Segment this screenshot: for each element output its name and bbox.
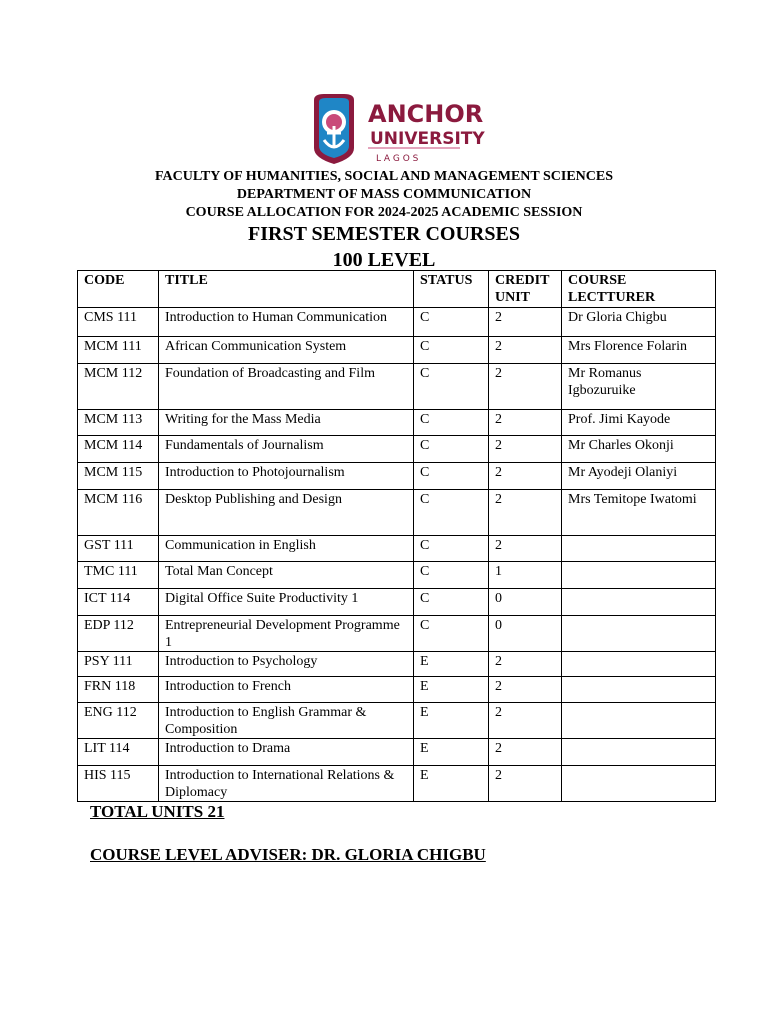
cell-status: C: [414, 410, 489, 436]
allocation-heading: COURSE ALLOCATION FOR 2024-2025 ACADEMIC SESSION: [185, 205, 583, 220]
cell-credit: 2: [489, 703, 562, 739]
table-header-row: [78, 271, 716, 308]
cell-lecturer: [562, 652, 716, 677]
cell-code: EDP 112: [78, 616, 159, 652]
cell-title: Desktop Publishing and Design: [159, 490, 414, 536]
cell-status: C: [414, 536, 489, 562]
cell-title: Introduction to Psychology: [159, 652, 414, 677]
cell-code: ENG 112: [78, 703, 159, 739]
cell-lecturer: [562, 703, 716, 739]
faculty-heading: FACULTY OF HUMANITIES, SOCIAL AND MANAGEMENT SCIENCES: [154, 169, 614, 184]
cell-credit: 2: [489, 337, 562, 364]
cell-credit: 2: [489, 308, 562, 337]
table-row: [78, 589, 716, 616]
cell-status: C: [414, 308, 489, 337]
cell-title: Writing for the Mass Media: [159, 410, 414, 436]
cell-status: C: [414, 490, 489, 536]
cell-code: LIT 114: [78, 739, 159, 766]
table-row: [78, 652, 716, 677]
col-header-lecturer: COURSE LECTTURER: [562, 271, 716, 308]
cell-title: Entrepreneurial Development Programme 1: [159, 616, 414, 652]
table-row: [78, 616, 716, 652]
cell-lecturer: [562, 677, 716, 703]
cell-title: Introduction to Drama: [159, 739, 414, 766]
cell-credit: 1: [489, 562, 562, 589]
total-units: TOTAL UNITS 21: [90, 802, 225, 821]
table-row: [78, 463, 716, 490]
cell-credit: 0: [489, 589, 562, 616]
cell-status: C: [414, 364, 489, 410]
cell-code: PSY 111: [78, 652, 159, 677]
table-row: [78, 337, 716, 364]
cell-credit: 2: [489, 739, 562, 766]
table-row: [78, 677, 716, 703]
col-header-status: STATUS: [414, 271, 489, 308]
cell-credit: 2: [489, 463, 562, 490]
cell-title: Digital Office Suite Productivity 1: [159, 589, 414, 616]
cell-status: C: [414, 463, 489, 490]
cell-status: E: [414, 652, 489, 677]
cell-credit: 2: [489, 677, 562, 703]
semester-heading: FIRST SEMESTER COURSES: [248, 223, 520, 245]
cell-code: FRN 118: [78, 677, 159, 703]
cell-lecturer: Mr Charles Okonji: [562, 436, 716, 463]
crest-icon: [314, 94, 354, 164]
cell-status: C: [414, 436, 489, 463]
cell-lecturer: Mr Romanus Igbozuruike: [562, 364, 716, 410]
cell-status: E: [414, 703, 489, 739]
cell-lecturer: [562, 589, 716, 616]
table-row: [78, 364, 716, 410]
cell-status: C: [414, 562, 489, 589]
cell-credit: 2: [489, 364, 562, 410]
cell-lecturer: Mrs Temitope Iwatomi: [562, 490, 716, 536]
cell-title: Introduction to Photojournalism: [159, 463, 414, 490]
table-row: [78, 562, 716, 589]
table-row: [78, 490, 716, 536]
cell-credit: 0: [489, 616, 562, 652]
cell-lecturer: Dr Gloria Chigbu: [562, 308, 716, 337]
cell-credit: 2: [489, 766, 562, 802]
cell-code: HIS 115: [78, 766, 159, 802]
cell-title: Introduction to English Grammar & Composition: [159, 703, 414, 739]
table-row: [78, 410, 716, 436]
cell-lecturer: Mrs Florence Folarin: [562, 337, 716, 364]
cell-code: CMS 111: [78, 308, 159, 337]
cell-title: Foundation of Broadcasting and Film: [159, 364, 414, 410]
col-header-credit: CREDIT UNIT: [489, 271, 562, 308]
cell-status: C: [414, 589, 489, 616]
cell-status: C: [414, 337, 489, 364]
cell-status: E: [414, 739, 489, 766]
cell-code: GST 111: [78, 536, 159, 562]
cell-lecturer: [562, 536, 716, 562]
cell-title: Fundamentals of Journalism: [159, 436, 414, 463]
logo-sub: UNIVERSITY: [370, 129, 485, 149]
cell-title: Introduction to International Relations & Diplomacy: [159, 766, 414, 802]
cell-code: TMC 111: [78, 562, 159, 589]
logo-name: ANCHOR: [368, 100, 484, 128]
logo-city: L A G O S: [376, 154, 419, 164]
cell-lecturer: [562, 739, 716, 766]
cell-lecturer: Prof. Jimi Kayode: [562, 410, 716, 436]
table-row: [78, 436, 716, 463]
course-adviser: COURSE LEVEL ADVISER: DR. GLORIA CHIGBU: [90, 845, 486, 864]
cell-title: Introduction to French: [159, 677, 414, 703]
table-row: [78, 703, 716, 739]
cell-credit: 2: [489, 436, 562, 463]
cell-credit: 2: [489, 652, 562, 677]
cell-status: C: [414, 616, 489, 652]
cell-credit: 2: [489, 536, 562, 562]
cell-code: MCM 112: [78, 364, 159, 410]
col-header-title: TITLE: [159, 271, 414, 308]
cell-title: Introduction to Human Communication: [159, 308, 414, 337]
cell-code: MCM 115: [78, 463, 159, 490]
cell-lecturer: [562, 562, 716, 589]
cell-credit: 2: [489, 410, 562, 436]
table-row: [78, 739, 716, 766]
cell-status: E: [414, 677, 489, 703]
cell-title: Total Man Concept: [159, 562, 414, 589]
cell-lecturer: [562, 616, 716, 652]
table-row: [78, 766, 716, 802]
col-header-code: CODE: [78, 271, 159, 308]
cell-code: ICT 114: [78, 589, 159, 616]
course-table: [77, 270, 716, 802]
cell-code: MCM 116: [78, 490, 159, 536]
cell-code: MCM 114: [78, 436, 159, 463]
cell-credit: 2: [489, 490, 562, 536]
cell-code: MCM 113: [78, 410, 159, 436]
cell-code: MCM 111: [78, 337, 159, 364]
cell-status: E: [414, 766, 489, 802]
level-heading: 100 LEVEL: [332, 249, 436, 271]
table-row: [78, 536, 716, 562]
anchor-university-logo: [310, 92, 485, 166]
department-heading: DEPARTMENT OF MASS COMMUNICATION: [236, 187, 532, 202]
cell-title: African Communication System: [159, 337, 414, 364]
cell-title: Communication in English: [159, 536, 414, 562]
table-row: [78, 308, 716, 337]
cell-lecturer: [562, 766, 716, 802]
cell-lecturer: Mr Ayodeji Olaniyi: [562, 463, 716, 490]
